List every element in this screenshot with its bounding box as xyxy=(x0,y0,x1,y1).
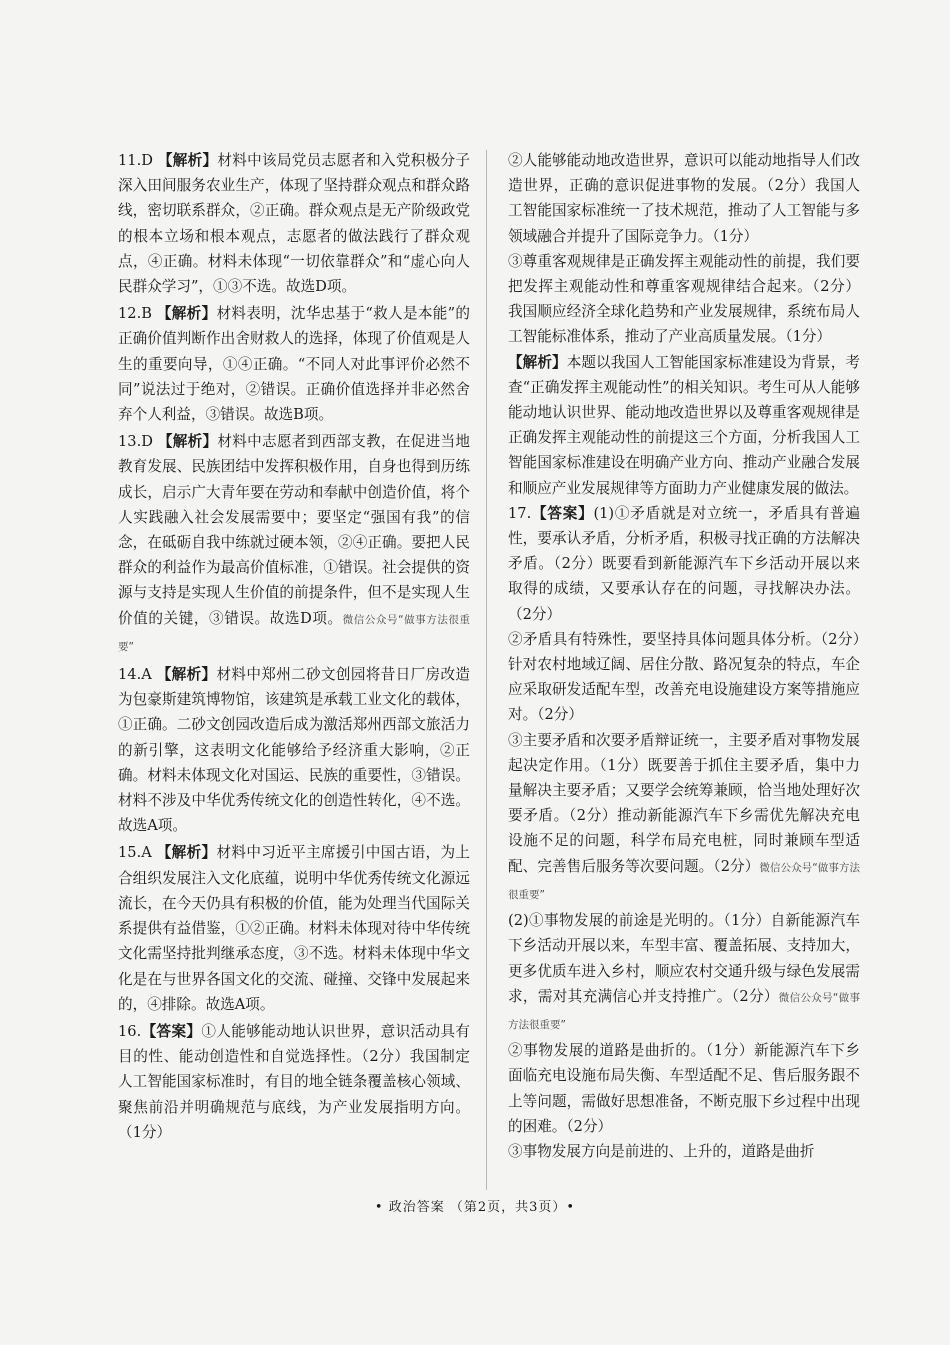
answer-text: ③主要矛盾和次要矛盾辩证统一，主要矛盾对事物发展起决定作用。（1分）既要善于抓住主要矛盾，集中力量解决主要矛盾；又要学会统筹兼顾，恰当地处理好次要矛盾。（2分）推动新能源汽车下乡需优先解决充电设施不足的问题，科学布局充电桩，同时兼顾车型适配、完善售后服务等次要问题。（2分） xyxy=(508,731,860,875)
answer-16-point-3: ③尊重客观规律是正确发挥主观能动性的前提，我们要把发挥主观能动性和尊重客观规律结合起来。（2分）我国顺应经济全球化趋势和产业发展规律，系统布局人工智能标准体系，推动了产业高质量发展。（1分） xyxy=(508,252,860,346)
answer-16 xyxy=(118,1019,470,1145)
question-number: 11.D xyxy=(118,152,153,169)
left-column xyxy=(118,148,470,1147)
answer-12 xyxy=(118,301,470,427)
answer-text: (2)①事物发展的前途是光明的。（1分）自新能源汽车下乡活动开展以来，车型丰富、覆盖拓展、支持加大，更多优质车进入乡村，顺应农村交通升级与绿色发展需求，需对其充满信心并支持推广。（2分） xyxy=(508,912,860,1005)
analysis-tag: 【解析】 xyxy=(156,305,217,323)
question-number: 12.B xyxy=(118,305,152,323)
answer-17-part-1 xyxy=(508,501,860,627)
answer-14 xyxy=(118,662,470,838)
answer-16-point-2: ②人能够能动地改造世界，意识可以能动地指导人们改造世界，正确的意识促进事物的发展。（2分）我国人工智能国家标准统一了技术规范，推动了人工智能与多领域融合并提升了国际竞争力。（1分） xyxy=(508,152,860,245)
watermark-text: 微信公众号“做事方法很重要” xyxy=(118,613,470,653)
answer-17-point-3 xyxy=(508,728,860,908)
answer-text: 本题以我国人工智能国家标准建设为背景，考查“正确发挥主观能动性”的相关知识。考生可从人能够能动地认识世界、能动地改造世界以及尊重客观规律是正确发挥主观能动性的前提这三个方面，分析我国人工智能国家标准建设在明确产业方向、推动产业融合发展和顺应产业发展规律等方面助力产业健康发展的做法。 xyxy=(508,353,860,497)
analysis-tag: 【解析】 xyxy=(156,666,217,684)
answer-17-part-2-point-2: ②事物发展的道路是曲折的。（1分）新能源汽车下乡面临充电设施布局失衡、车型适配不足、售后服务跟不上等问题，需做好思想准备，不断克服下乡过程中出现的困难。（2分） xyxy=(508,1042,860,1135)
question-number: 13.D xyxy=(118,433,153,451)
right-column xyxy=(508,148,860,1164)
page-footer: • 政治答案 （第2页，共3页）• xyxy=(374,1200,576,1215)
answer-17-part-2 xyxy=(508,908,860,1038)
question-number: 17. xyxy=(508,504,532,522)
answer-text: 材料中郑州二砂文创园将昔日厂房改造为包豪斯建筑博物馆，该建筑是承载工业文化的载体，①正确。二砂文创园改造后成为激活郑州西部文旅活力的新引擎，这表明文化能够给予经济重大影响，②正确。材料未体现文化对国运、民族的重要性，③错误。材料不涉及中华优秀传统文化的创造性转化，④不选。故选A项。 xyxy=(118,666,470,835)
answer-17-point-2: ②矛盾具有特殊性，要坚持具体问题具体分析。（2分）针对农村地域辽阔、居住分散、路况复杂的特点，车企应采取研发适配车型，改善充电设施建设方案等措施应对。（2分） xyxy=(508,630,860,724)
answer-17-part-2-point-3: ③事物发展方向是前进的、上升的，道路是曲折 xyxy=(508,1142,815,1160)
answer-text: 材料表明，沈华忠基于“救人是本能”的正确价值判断作出舍财救人的选择，体现了价值观是人生的重要向导，①④正确。“不同人对此事评价必然不同”说法过于绝对，②错误。正确价值选择并非必然舍弃个人利益，③错误。故选B项。 xyxy=(118,305,470,424)
answer-tag: 【答案】 xyxy=(141,1022,202,1040)
answer-text: ①人能够能动地认识世界，意识活动具有目的性、能动创造性和自觉选择性。（2分）我国制定人工智能国家标准时，有目的地全链条覆盖核心领域、聚焦前沿并明确规范与底线，为产业发展指明方向。（1分） xyxy=(118,1022,470,1141)
answer-15 xyxy=(118,840,470,1016)
analysis-tag: 【解析】 xyxy=(508,353,567,371)
question-number: 15.A xyxy=(118,844,152,862)
watermark-text: 微信公众号“做事方法很重要” xyxy=(508,991,860,1031)
watermark-text: 微信公众号“做事方法很重要” xyxy=(508,861,860,901)
answer-text: 材料中志愿者到西部支教，在促进当地教育发展、民族团结中发挥积极作用，自身也得到历练成长，启示广大青年要在劳动和奉献中创造价值，将个人实践融入社会发展需要中；要坚定“强国有我”的信念，在砥砺自我中练就过硬本领，②④正确。要把人民群众的利益作为最高价值标准，①错误。社会提供的资源与支持是实现人生价值的前提条件，但不是实现人生价值的关键，③错误。故选D项。 xyxy=(118,433,470,627)
answer-tag: 【答案】 xyxy=(531,504,594,522)
answer-11 xyxy=(118,148,470,299)
column-divider xyxy=(486,150,487,1190)
answer-text: 材料中习近平主席援引中国古语，为上合组织发展注入文化底蕴，说明中华优秀传统文化源远流长，在今天仍具有积极的价值，能为处理当代国际关系提供有益借鉴，①②正确。材料未体现对待中华传统文化需坚持批判继承态度，③不选。材料未体现中华文化是在与世界各国文化的交流、碰撞、交锋中发展起来的，④排除。故选A项。 xyxy=(118,844,470,1013)
answer-text: (1)①矛盾就是对立统一，矛盾具有普遍性，要承认矛盾，分析矛盾，积极寻找正确的方法解决矛盾。（2分）既要看到新能源汽车下乡活动开展以来取得的成绩，又要承认存在的问题，寻找解决办法。（2分） xyxy=(508,504,860,623)
analysis-tag: 【解析】 xyxy=(157,152,218,169)
analysis-tag: 【解析】 xyxy=(157,433,218,451)
answer-16-analysis xyxy=(508,350,860,501)
question-number: 16. xyxy=(118,1022,142,1040)
answer-13 xyxy=(118,429,470,660)
question-number: 14.A xyxy=(118,666,152,684)
answer-text: 材料中该局党员志愿者和入党积极分子深入田间服务农业生产，体现了坚持群众观点和群众路线，密切联系群众，②正确。群众观点是无产阶级政党的根本立场和根本观点，志愿者的做法践行了群众观点，④正确。材料未体现“一切依靠群众”和“虚心向人民群众学习”，①③不选。故选D项。 xyxy=(118,152,470,296)
analysis-tag: 【解析】 xyxy=(156,844,217,862)
